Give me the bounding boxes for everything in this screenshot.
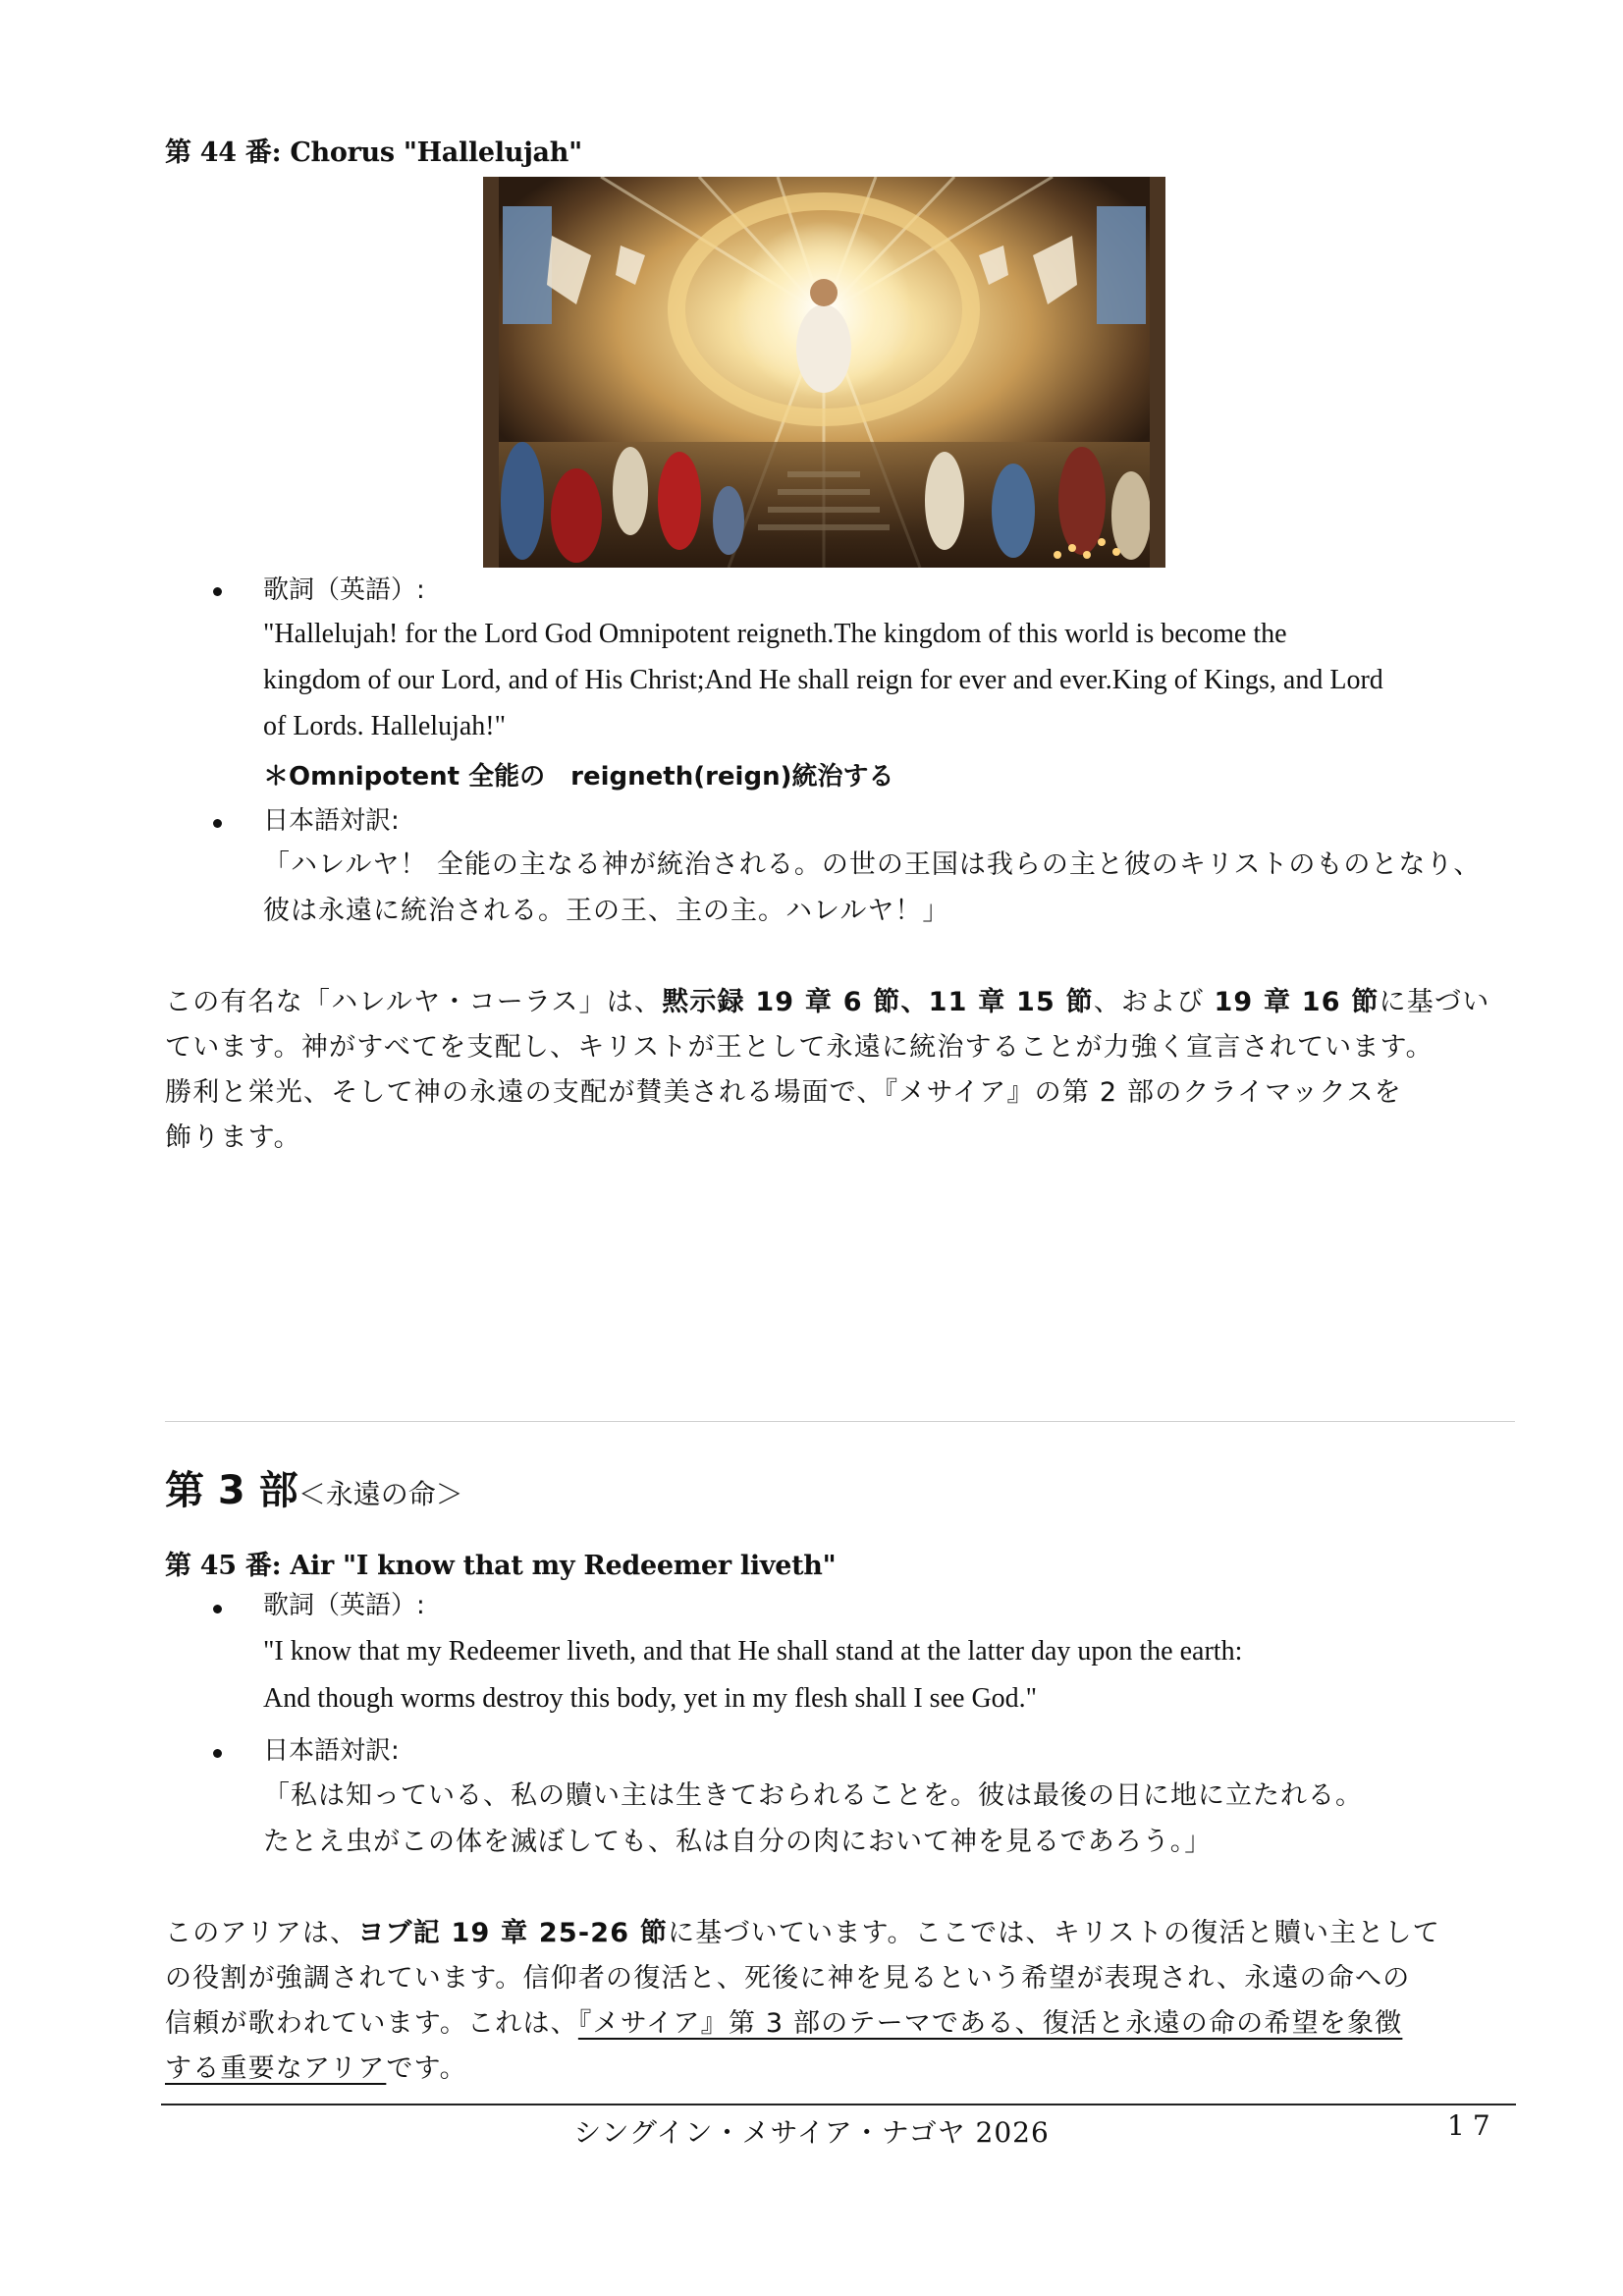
scripture-reference: 黙示録 19 章 6 節、11 章 15 節 xyxy=(662,987,1094,1017)
commentary-line: の役割が強調されています。信仰者の復活と、死後に神を見るという希望が表現され、永遠の命への xyxy=(165,1963,1411,1994)
footer-title: シングイン・メサイア・ナゴヤ 2026 xyxy=(573,2116,1050,2149)
text-span: です。 xyxy=(386,2053,467,2084)
translation-line: たとえ虫がこの体を滅ぼしても、私は自分の肉において神を見るであろう。」 xyxy=(263,1827,1213,1857)
vocabulary-note: ＊Omnipotent 全能の reigneth(reign)統治する xyxy=(263,762,894,792)
part-subtitle: ＜永遠の命＞ xyxy=(298,1478,463,1510)
translation-label-45: 日本語対訳: xyxy=(263,1736,400,1766)
commentary-paragraph-45 xyxy=(165,1911,1520,2092)
piece-heading-45: 第 45 番: Air "I know that my Redeemer liveth" xyxy=(165,1551,837,1581)
underlined-text: する重要なアリア xyxy=(165,2053,387,2084)
page-number: 17 xyxy=(1447,2109,1498,2142)
bullet-translation-44 xyxy=(213,819,222,828)
translation-line: 「私は知っている、私の贖い主は生きておられることを。彼は最後の日に地に立たれる。 xyxy=(263,1780,1363,1811)
footer-rule xyxy=(161,2104,1516,2105)
lyrics-line: "Hallelujah! for the Lord God Omnipotent reigneth.The kingdom of this world is become the xyxy=(263,619,1287,649)
translation-line: 「ハレルヤ！ 全能の主なる神が統治される。の世の王国は我らの主と彼のキリストのものとなり、 xyxy=(263,849,1482,880)
commentary-line xyxy=(165,2047,1520,2092)
scripture-reference: ヨブ記 19 章 25-26 節 xyxy=(357,1918,669,1948)
text-span: このアリアは、 xyxy=(165,1918,358,1948)
bullet-lyrics-44 xyxy=(213,587,222,596)
bullet-translation-45 xyxy=(213,1749,222,1758)
commentary-line: 飾ります。 xyxy=(165,1122,301,1153)
illustration-image xyxy=(483,177,1165,568)
bullet-lyrics-45 xyxy=(213,1605,222,1613)
lyrics-label-44: 歌詞（英語）: xyxy=(263,575,425,605)
text-span: 信頼が歌われています。これは、 xyxy=(165,2008,578,2039)
lyrics-line: kingdom of our Lord, and of His Christ;And He shall reign for ever and ever.King of Kings, and Lord xyxy=(263,665,1383,695)
part-number: 第 3 部 xyxy=(165,1468,298,1513)
section-divider xyxy=(165,1421,1515,1422)
piece-heading-44: 第 44 番: Chorus "Hallelujah" xyxy=(165,137,582,168)
lyrics-label-45: 歌詞（英語）: xyxy=(263,1591,425,1620)
lyrics-line: And though worms destroy this body, yet in my flesh shall I see God." xyxy=(263,1683,1038,1714)
commentary-line xyxy=(165,2001,1520,2047)
lyrics-line: of Lords. Hallelujah!" xyxy=(263,711,507,741)
scripture-reference: 19 章 16 節 xyxy=(1214,987,1380,1017)
commentary-line xyxy=(165,980,1520,1025)
commentary-line: ています。神がすべてを支配し、キリストが王として永遠に統治することが力強く宣言されています。 xyxy=(165,1032,1434,1063)
part-title xyxy=(165,1459,463,1515)
hallelujah-illustration xyxy=(483,177,1165,568)
underlined-text: 『メサイア』第 3 部のテーマである、復活と永遠の命の希望を象徴 xyxy=(577,2008,1403,2039)
commentary-line xyxy=(165,1911,1520,1956)
translation-line: 彼は永遠に統治される。王の王、主の主。ハレルヤ！」 xyxy=(263,896,950,926)
text-span: 、および xyxy=(1093,987,1215,1017)
lyrics-line: "I know that my Redeemer liveth, and that He shall stand at the latter day upon the earth: xyxy=(263,1636,1243,1667)
commentary-line: 勝利と栄光、そして神の永遠の支配が賛美される場面で、『メサイア』の第 2 部のクライマックスを xyxy=(165,1077,1402,1108)
commentary-paragraph-44 xyxy=(165,980,1520,1161)
text-span: に基づい xyxy=(1379,987,1490,1017)
translation-label-44: 日本語対訳: xyxy=(263,806,400,836)
text-span: に基づいています。ここでは、キリストの復活と贖い主として xyxy=(668,1918,1440,1948)
text-span: この有名な「ハレルヤ・コーラス」は、 xyxy=(165,987,663,1017)
